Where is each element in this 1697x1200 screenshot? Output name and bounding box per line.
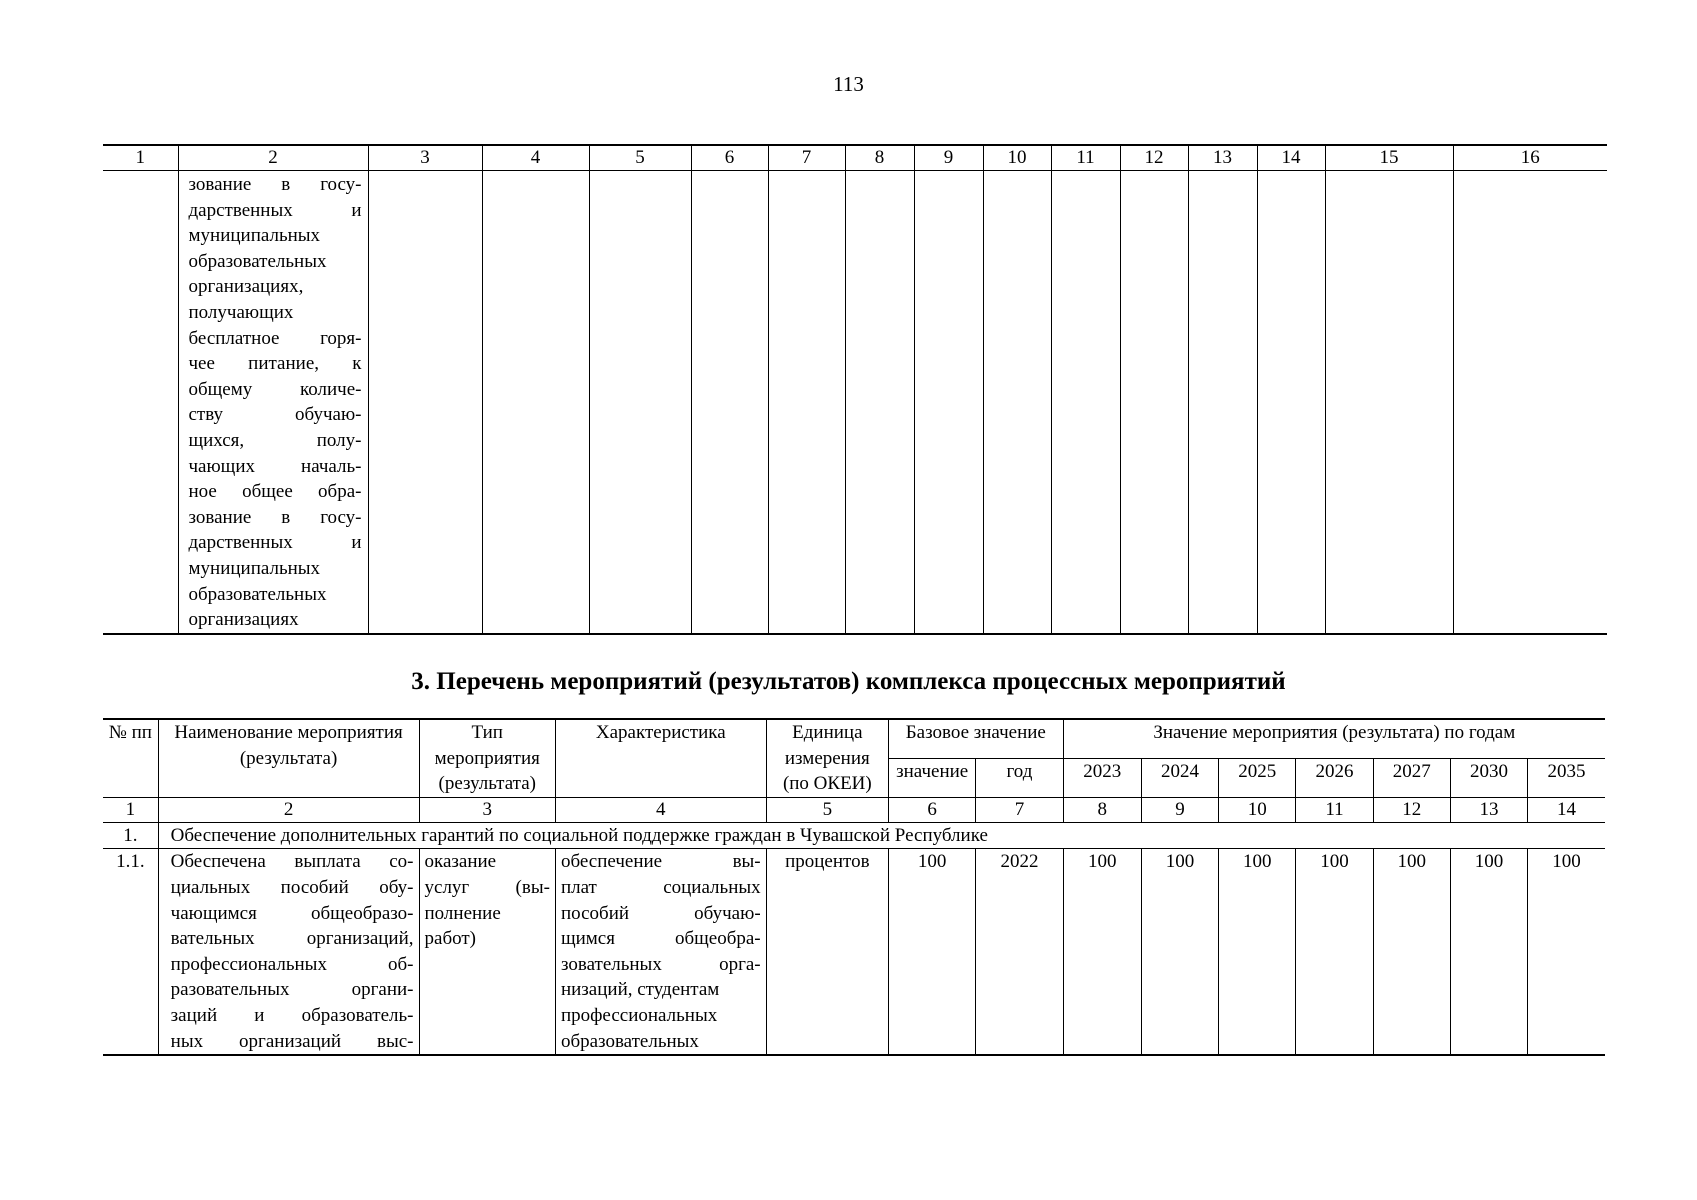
col-num: 6 — [889, 797, 976, 822]
year-value: 100 — [1373, 849, 1450, 1055]
text-line: разовательных органи- — [170, 979, 414, 1001]
col-num: 5 — [589, 145, 691, 171]
text-line: муниципальных — [188, 225, 321, 247]
text-line: пособий обучаю- — [560, 902, 761, 924]
header-no: № пп — [103, 719, 158, 797]
year-value: 100 — [1450, 849, 1527, 1055]
text-line: услуг (вы- — [424, 876, 550, 898]
col-num: 11 — [1296, 797, 1373, 822]
header-unit: Единица измерения (по ОКЕИ) — [766, 719, 888, 797]
text-line: заций и образователь- — [170, 1004, 414, 1026]
year-value: 100 — [1063, 849, 1141, 1055]
header-values-by-year: Значение мероприятия (результата) по годам — [1063, 719, 1605, 759]
table-row — [103, 849, 1605, 1055]
measures-table — [103, 718, 1605, 1056]
header-base-value: Базовое значение — [889, 719, 1064, 759]
text-line: вательных организаций, — [170, 928, 414, 950]
col-num: 8 — [845, 145, 914, 171]
col-num: 3 — [368, 145, 482, 171]
continuation-table — [103, 144, 1607, 635]
text-line: полнение — [424, 902, 501, 924]
text-line: получающих — [188, 301, 294, 323]
text-line: зовательных орга- — [560, 953, 761, 975]
col-num: 6 — [691, 145, 768, 171]
indicator-name-continued — [178, 171, 368, 634]
col-num: 2 — [158, 797, 419, 822]
measure-type — [419, 849, 555, 1055]
column-number-row — [103, 797, 1605, 822]
col-num: 14 — [1528, 797, 1605, 822]
col-num: 3 — [419, 797, 555, 822]
col-num: 8 — [1063, 797, 1141, 822]
col-num: 7 — [768, 145, 845, 171]
year-value: 100 — [1219, 849, 1296, 1055]
col-num: 12 — [1120, 145, 1188, 171]
col-num: 12 — [1373, 797, 1450, 822]
col-num: 10 — [983, 145, 1051, 171]
text-line: образовательных — [188, 583, 327, 605]
header-year: 2027 — [1373, 759, 1450, 798]
text-line: ству обучаю- — [188, 404, 362, 426]
col-num: 13 — [1188, 145, 1257, 171]
col-num: 2 — [178, 145, 368, 171]
header-year: 2025 — [1219, 759, 1296, 798]
text-line: плат социальных — [560, 876, 761, 898]
continuation-row — [103, 171, 1607, 634]
col-num: 15 — [1325, 145, 1453, 171]
text-line: обеспечение вы- — [560, 851, 761, 873]
text-line: бесплатное горя- — [188, 327, 362, 349]
col-num: 4 — [555, 797, 766, 822]
text-line: муниципальных — [188, 557, 321, 579]
header-characteristic: Характеристика — [555, 719, 766, 797]
col-num: 11 — [1051, 145, 1120, 171]
base-year: 2022 — [976, 849, 1063, 1055]
col-num: 14 — [1257, 145, 1325, 171]
col-num: 1 — [103, 797, 158, 822]
text-line: ное общее обра- — [188, 481, 362, 503]
col-num: 4 — [482, 145, 589, 171]
header-year: 2026 — [1296, 759, 1373, 798]
text-line: организациях — [188, 609, 299, 631]
text-line: зование в госу- — [188, 174, 362, 195]
text-line: дарственных и — [188, 532, 362, 554]
text-line: организациях, — [188, 276, 304, 298]
base-value: 100 — [889, 849, 976, 1055]
measure-characteristic — [555, 849, 766, 1055]
year-value: 100 — [1528, 849, 1605, 1055]
header-year: 2035 — [1528, 759, 1605, 798]
text-line: образовательных — [560, 1030, 699, 1052]
col-num: 5 — [766, 797, 888, 822]
text-line: общему количе- — [188, 378, 362, 400]
col-num: 9 — [1141, 797, 1218, 822]
section-heading: 3. Перечень мероприятий (результатов) комплекса процессных мероприятий — [411, 668, 1286, 695]
text-line: профессиональных об- — [170, 953, 414, 975]
year-value: 100 — [1141, 849, 1218, 1055]
text-line: низаций, студентам — [560, 979, 720, 1001]
col-num: 9 — [914, 145, 983, 171]
text-line: чающих началь- — [188, 455, 362, 477]
header-row-1 — [103, 719, 1605, 759]
header-year: 2030 — [1450, 759, 1527, 798]
text-line: щихся, полу- — [188, 429, 362, 451]
year-value: 100 — [1296, 849, 1373, 1055]
text-line: дарственных и — [188, 199, 362, 221]
text-line: чающимся общеобразо- — [170, 902, 414, 924]
column-number-row — [103, 145, 1607, 171]
text-line: работ) — [424, 928, 476, 950]
text-line: оказание — [424, 851, 497, 873]
col-num: 7 — [976, 797, 1063, 822]
group-no: 1. — [103, 822, 158, 849]
text-line: ных организаций выс- — [170, 1030, 414, 1052]
header-base-value-year: год — [976, 759, 1063, 798]
col-num: 16 — [1453, 145, 1607, 171]
header-year: 2023 — [1063, 759, 1141, 798]
text-line: профессиональных — [560, 1004, 718, 1026]
col-num: 13 — [1450, 797, 1527, 822]
measure-unit: процентов — [766, 849, 888, 1055]
page-number: 113 — [833, 72, 864, 96]
header-type: Тип мероприятия (результата) — [419, 719, 555, 797]
col-num: 1 — [103, 145, 178, 171]
group-title: Обеспечение дополнительных гарантий по социальной поддержке граждан в Чувашской Республике — [158, 822, 1605, 849]
measure-name — [158, 849, 419, 1055]
text-line: циальных пособий обу- — [170, 876, 414, 898]
text-line: образовательных — [188, 250, 327, 272]
group-row — [103, 822, 1605, 849]
text-line: Обеспечена выплата со- — [170, 851, 414, 873]
text-line: щимся общеобра- — [560, 928, 761, 950]
header-year: 2024 — [1141, 759, 1218, 798]
text-line: зование в госу- — [188, 506, 362, 528]
header-name: Наименование мероприятия (результата) — [158, 719, 419, 797]
col-num: 10 — [1219, 797, 1296, 822]
text-line: чее питание, к — [188, 353, 362, 375]
header-base-value-value: значение — [889, 759, 976, 798]
row-no: 1.1. — [103, 849, 158, 1055]
